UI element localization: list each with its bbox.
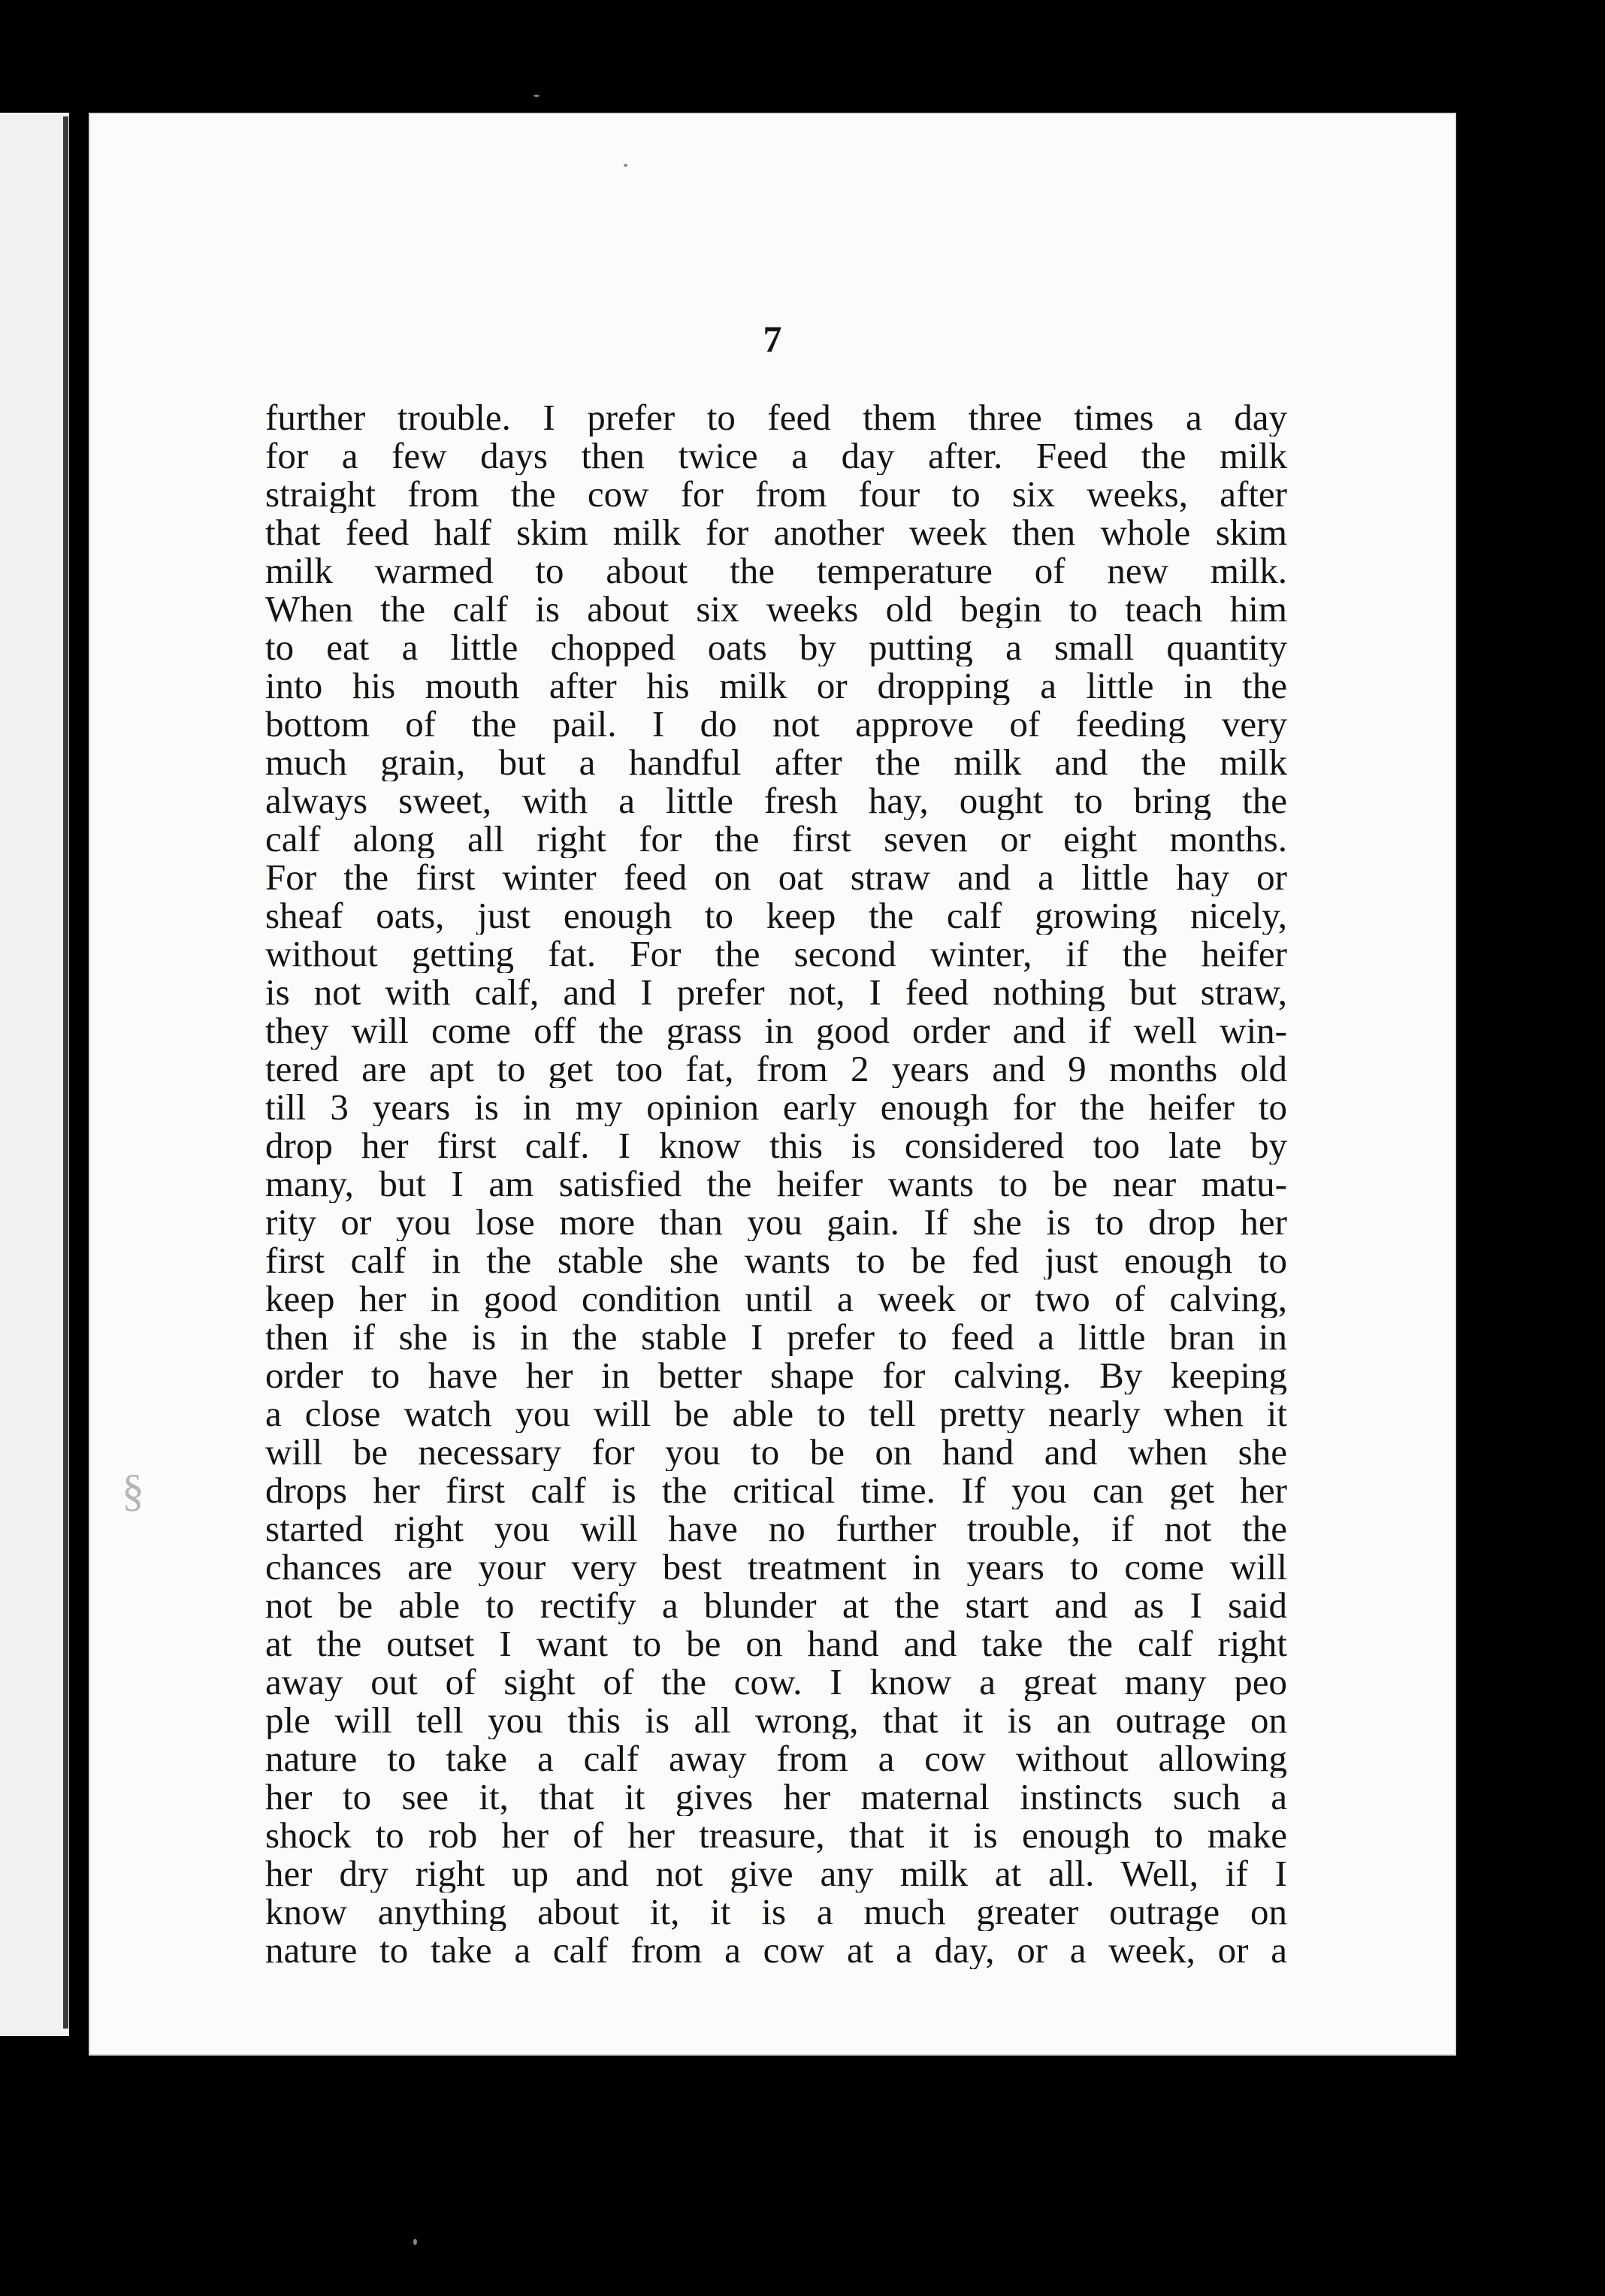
text-line: further trouble. I prefer to feed them three times a day <box>265 398 1287 437</box>
text-line: started right you will have no further trouble, if not the <box>265 1509 1287 1548</box>
text-line: tered are apt to get too fat, from 2 years and 9 months old <box>265 1050 1287 1088</box>
text-line: for a few days then twice a day after. Feed the milk <box>265 437 1287 475</box>
text-line: then if she is in the stable I prefer to feed a little bran in <box>265 1318 1287 1356</box>
text-line: away out of sight of the cow. I know a great many peo <box>265 1663 1287 1701</box>
text-line: nature to take a calf from a cow at a day, or a week, or a <box>265 1931 1287 1969</box>
text-line: a close watch you will be able to tell pretty nearly when it <box>265 1394 1287 1433</box>
text-line: When the calf is about six weeks old begin to teach him <box>265 590 1287 628</box>
text-line: sheaf oats, just enough to keep the calf growing nicely, <box>265 896 1287 935</box>
text-line: For the first winter feed on oat straw and a little hay or <box>265 858 1287 896</box>
text-line: always sweet, with a little fresh hay, ought to bring the <box>265 781 1287 820</box>
text-line: they will come off the grass in good order and if well win- <box>265 1011 1287 1050</box>
text-line: without getting fat. For the second winter, if the heifer <box>265 935 1287 973</box>
dust-speck <box>413 2239 417 2245</box>
text-line: shock to rob her of her treasure, that it is enough to make <box>265 1816 1287 1854</box>
margin-mark: § <box>122 1466 144 1515</box>
text-line: at the outset I want to be on hand and take the calf right <box>265 1624 1287 1663</box>
binding-shadow <box>63 116 68 2029</box>
text-line: first calf in the stable she wants to be fed just enough to <box>265 1241 1287 1279</box>
facing-page-edge <box>0 113 69 2036</box>
text-line: her to see it, that it gives her maternal instincts such a <box>265 1778 1287 1816</box>
text-line: rity or you lose more than you gain. If she is to drop her <box>265 1203 1287 1241</box>
text-line: calf along all right for the first seven or eight months. <box>265 820 1287 858</box>
text-line: drops her first calf is the critical time. If you can get her <box>265 1471 1287 1509</box>
text-line: to eat a little chopped oats by putting a small quantity <box>265 628 1287 666</box>
dust-speck <box>533 95 540 97</box>
dust-speck <box>624 164 627 167</box>
text-line: into his mouth after his milk or dropping a little in the <box>265 666 1287 705</box>
text-line: is not with calf, and I prefer not, I feed nothing but straw, <box>265 973 1287 1011</box>
text-line: till 3 years is in my opinion early enough for the heifer to <box>265 1088 1287 1126</box>
text-line: milk warmed to about the temperature of new milk. <box>265 551 1287 590</box>
text-line: ple will tell you this is all wrong, that it is an outrage on <box>265 1701 1287 1739</box>
book-page <box>89 113 1456 2056</box>
body-text <box>265 398 1287 1969</box>
text-line: know anything about it, it is a much greater outrage on <box>265 1893 1287 1931</box>
text-line: bottom of the pail. I do not approve of feeding very <box>265 705 1287 743</box>
text-line: her dry right up and not give any milk at all. Well, if I <box>265 1854 1287 1893</box>
text-line: many, but I am satisfied the heifer wants to be near matu- <box>265 1165 1287 1203</box>
page-number: 7 <box>763 318 782 360</box>
text-line: will be necessary for you to be on hand and when she <box>265 1433 1287 1471</box>
text-line: not be able to rectify a blunder at the start and as I said <box>265 1586 1287 1624</box>
text-line: straight from the cow for from four to six weeks, after <box>265 475 1287 513</box>
text-line: drop her first calf. I know this is considered too late by <box>265 1126 1287 1165</box>
text-line: order to have her in better shape for calving. By keeping <box>265 1356 1287 1394</box>
text-line: nature to take a calf away from a cow without allowing <box>265 1739 1287 1778</box>
text-line: chances are your very best treatment in years to come will <box>265 1548 1287 1586</box>
text-line: keep her in good condition until a week or two of calving, <box>265 1279 1287 1318</box>
text-line: much grain, but a handful after the milk and the milk <box>265 743 1287 781</box>
text-line: that feed half skim milk for another week then whole skim <box>265 513 1287 551</box>
